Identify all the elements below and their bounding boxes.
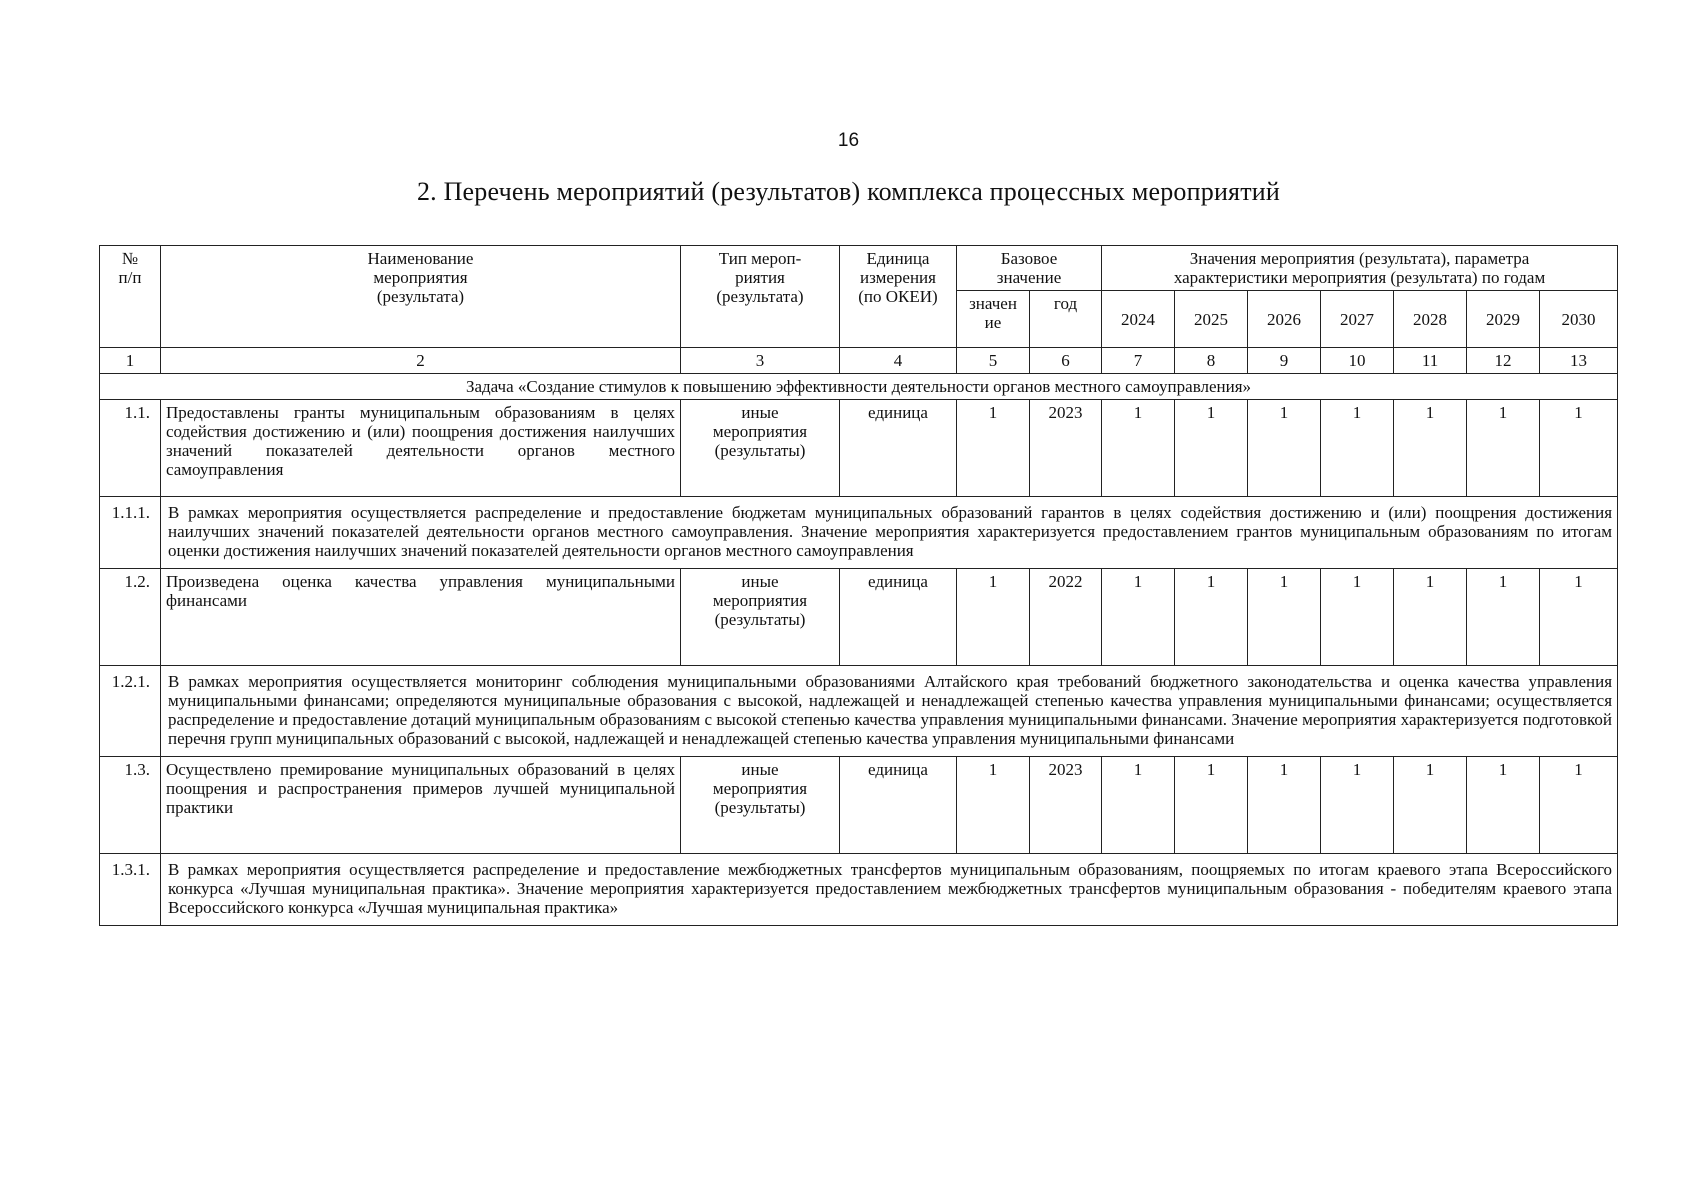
header-name: Наименование мероприятия (результата)	[161, 246, 681, 348]
item-year-value: 1	[1467, 400, 1540, 497]
column-number: 12	[1467, 348, 1540, 374]
header-year: 2028	[1394, 291, 1467, 348]
document-title: 2. Перечень мероприятий (результатов) комплекса процессных мероприятий	[416, 177, 1281, 206]
header-type: Тип мероп- риятия (результата)	[681, 246, 840, 348]
description-text: В рамках мероприятия осуществляется распределение и предоставление бюджетам муниципальных образований гарантов в целях содействия достижению и (или) поощрения достижения наилучших значений показателей деятельности органов местного самоуправления. Значение мероприятия характеризуется предоставлением грантов муниципальным образованиям по итогам оценки достижения наилучших значений показателей деятельности органов местного самоуправления	[161, 497, 1618, 569]
header-year: 2029	[1467, 291, 1540, 348]
item-year-value: 1	[1102, 569, 1175, 666]
column-number: 3	[681, 348, 840, 374]
item-year-value: 1	[1540, 757, 1618, 854]
page-number: 16	[837, 130, 860, 151]
column-number: 4	[840, 348, 957, 374]
column-number: 1	[100, 348, 161, 374]
item-name: Осуществлено премирование муниципальных образований в целях поощрения и распространения примеров лучшей муниципальной практики	[161, 757, 681, 854]
item-year-value: 1	[1394, 757, 1467, 854]
item-year-value: 1	[1175, 569, 1248, 666]
description-num: 1.1.1.	[100, 497, 161, 569]
measures-table	[99, 245, 1618, 926]
item-num: 1.2.	[100, 569, 161, 666]
item-year-value: 1	[1540, 569, 1618, 666]
item-base-value: 1	[957, 400, 1030, 497]
item-unit: единица	[840, 400, 957, 497]
header-unit: Единица измерения (по ОКЕИ)	[840, 246, 957, 348]
description-text: В рамках мероприятия осуществляется мониторинг соблюдения муниципальными образованиями Алтайского края требований бюджетного законодательства и оценка качества управления муниципальными финансами; определяются муниципальные образования с высокой, надлежащей и ненадлежащей степенью качества управления муниципальными финансами; осуществляется распределение и предоставление дотаций муниципальным образованиям с высокой степенью качества управления муниципальными финансами. Значение мероприятия характеризуется подготовкой перечня групп муниципальных образований с высокой, надлежащей и ненадлежащей степенью качества управления муниципальными финансами	[161, 666, 1618, 757]
header-year: 2026	[1248, 291, 1321, 348]
description-num: 1.3.1.	[100, 854, 161, 926]
item-base-value: 1	[957, 757, 1030, 854]
item-type: иные мероприятия (результаты)	[681, 400, 840, 497]
item-year-value: 1	[1321, 757, 1394, 854]
column-number: 9	[1248, 348, 1321, 374]
item-year-value: 1	[1394, 569, 1467, 666]
column-number: 2	[161, 348, 681, 374]
table-row	[100, 757, 1618, 854]
item-name: Произведена оценка качества управления муниципальными финансами	[161, 569, 681, 666]
column-number: 8	[1175, 348, 1248, 374]
task-heading: Задача «Создание стимулов к повышению эффективности деятельности органов местного самоуправления»	[100, 374, 1618, 400]
column-number: 5	[957, 348, 1030, 374]
item-name: Предоставлены гранты муниципальным образованиям в целях содействия достижению и (или) поощрения достижения наилучших значений показателей деятельности органов местного самоуправления	[161, 400, 681, 497]
item-year-value: 1	[1248, 757, 1321, 854]
item-year-value: 1	[1467, 569, 1540, 666]
item-base-year: 2022	[1030, 569, 1102, 666]
description-row	[100, 666, 1618, 757]
header-base-value: значен ие	[957, 291, 1030, 348]
item-year-value: 1	[1467, 757, 1540, 854]
header-base: Базовое значение	[957, 246, 1102, 291]
column-number: 13	[1540, 348, 1618, 374]
item-year-value: 1	[1394, 400, 1467, 497]
header-base-year: год	[1030, 291, 1102, 348]
column-number: 11	[1394, 348, 1467, 374]
item-base-year: 2023	[1030, 757, 1102, 854]
item-year-value: 1	[1248, 569, 1321, 666]
item-year-value: 1	[1102, 757, 1175, 854]
item-year-value: 1	[1248, 400, 1321, 497]
column-number: 10	[1321, 348, 1394, 374]
header-year: 2027	[1321, 291, 1394, 348]
column-number: 7	[1102, 348, 1175, 374]
item-num: 1.1.	[100, 400, 161, 497]
item-year-value: 1	[1321, 400, 1394, 497]
item-unit: единица	[840, 569, 957, 666]
table-row	[100, 569, 1618, 666]
item-type: иные мероприятия (результаты)	[681, 757, 840, 854]
item-type: иные мероприятия (результаты)	[681, 569, 840, 666]
description-row	[100, 497, 1618, 569]
item-base-year: 2023	[1030, 400, 1102, 497]
description-num: 1.2.1.	[100, 666, 161, 757]
header-year: 2030	[1540, 291, 1618, 348]
item-year-value: 1	[1175, 400, 1248, 497]
header-year: 2024	[1102, 291, 1175, 348]
item-year-value: 1	[1102, 400, 1175, 497]
description-text: В рамках мероприятия осуществляется распределение и предоставление межбюджетных трансфертов муниципальным образованиям, поощряемых по итогам краевого этапа Всероссийского конкурса «Лучшая муниципальная практика». Значение мероприятия характеризуется предоставлением межбюджетных трансфертов муниципальным образования - победителям краевого этапа Всероссийского конкурса «Лучшая муниципальная практика»	[161, 854, 1618, 926]
item-year-value: 1	[1175, 757, 1248, 854]
item-year-value: 1	[1540, 400, 1618, 497]
header-year: 2025	[1175, 291, 1248, 348]
item-num: 1.3.	[100, 757, 161, 854]
header-values: Значения мероприятия (результата), параметра характеристики мероприятия (результата) по годам	[1102, 246, 1618, 291]
item-base-value: 1	[957, 569, 1030, 666]
item-year-value: 1	[1321, 569, 1394, 666]
column-number: 6	[1030, 348, 1102, 374]
description-row	[100, 854, 1618, 926]
item-unit: единица	[840, 757, 957, 854]
header-num: № п/п	[100, 246, 161, 348]
table-row	[100, 400, 1618, 497]
